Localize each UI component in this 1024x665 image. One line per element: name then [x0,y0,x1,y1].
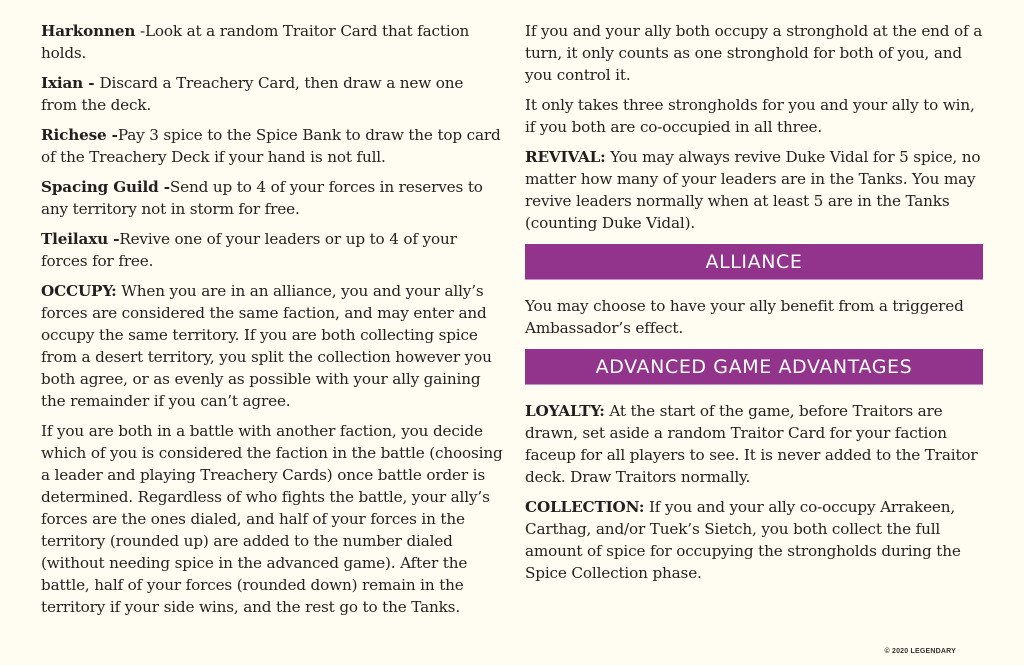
rule-label: COLLECTION: [525,498,645,516]
faction-text: Send up to 4 of your forces in reserves to any territory not in storm for free. [41,178,483,218]
separator: - [106,126,118,144]
rule-text: You may always revive Duke Vidal for 5 spice, no matter how many of your leaders are in the Tanks. You may revive leaders normally when at least 5 are in the Tanks (counting Duke Vidal). [525,148,981,232]
faction-name: Harkonnen [41,22,136,40]
faction-text: Pay 3 spice to the Spice Bank to draw the top card of the Treachery Deck if your hand is not full. [41,126,501,166]
separator: - [158,178,170,196]
faction-name: Spacing Guild [41,178,159,196]
separator: - [83,74,100,92]
faction-name: Ixian [41,74,84,92]
faction-spacing-guild [41,176,503,220]
faction-richese [41,124,503,168]
alliance-banner: ALLIANCE [525,244,983,280]
rule-label: OCCUPY: [41,282,117,300]
faction-ixian [41,72,503,116]
faction-text: Discard a Treachery Card, then draw a new one from the deck. [41,74,464,114]
battle-rule: If you are both in a battle with another faction, you decide which of you is considered the faction in the battle (choosing a leader and playing Treachery Cards) once battle order is determined. Regardless of who fights the battle, your ally’s forces are the ones dialed, and half of your forces in the territory (rounded up) are added to the number dialed (without needing spice in the advanced game). After the battle, half of your forces (rounded down) remain in the territory if your side wins, and the rest go to the Tanks. [41,422,503,616]
win-rule: It only takes three strongholds for you and your ally to win, if you both are co-occupied in all three. [525,96,975,136]
rule-text: If you and your ally co-occupy Arrakeen, Carthag, and/or Tuek’s Sietch, you both collect the full amount of spice for occupying the strongholds during the Spice Collection phase. [525,498,961,582]
left-column [41,20,503,626]
right-column [525,20,983,592]
alliance-text: You may choose to have your ally benefit from a triggered Ambassador’s effect. [525,297,964,337]
faction-name: Tleilaxu [41,230,109,248]
rule-label: LOYALTY: [525,402,605,420]
stronghold-rule: If you and your ally both occupy a stronghold at the end of a turn, it only counts as one stronghold for both of you, and you control it. [525,22,983,84]
faction-text: Look at a random Traitor Card that faction holds. [41,22,470,62]
faction-tleilaxu [41,228,503,272]
faction-harkonnen [41,20,503,64]
rule-label: REVIVAL: [525,148,606,166]
faction-name: Richese [41,126,107,144]
rule-text: When you are in an alliance, you and your ally’s forces are considered the same faction, and may enter and occupy the same territory. If you are both collecting spice from a desert territory, you split the collection however you both agree, or as evenly as possible with your ally gaining the remainder if you can’t agree. [41,282,492,410]
copyright: © 2020 LEGENDARY [884,648,956,655]
faction-text: Revive one of your leaders or up to 4 of your forces for free. [41,230,457,270]
loyalty-rule [525,400,983,488]
collection-rule [525,496,983,584]
advanced-game-banner: ADVANCED GAME ADVANTAGES [525,349,983,385]
separator: - [135,22,145,40]
occupy-rule [41,280,503,412]
separator: - [108,230,120,248]
rule-text: At the start of the game, before Traitors are drawn, set aside a random Traitor Card for your faction faceup for all players to see. It is never added to the Traitor deck. Draw Traitors normally. [525,402,978,486]
revival-rule [525,146,983,234]
